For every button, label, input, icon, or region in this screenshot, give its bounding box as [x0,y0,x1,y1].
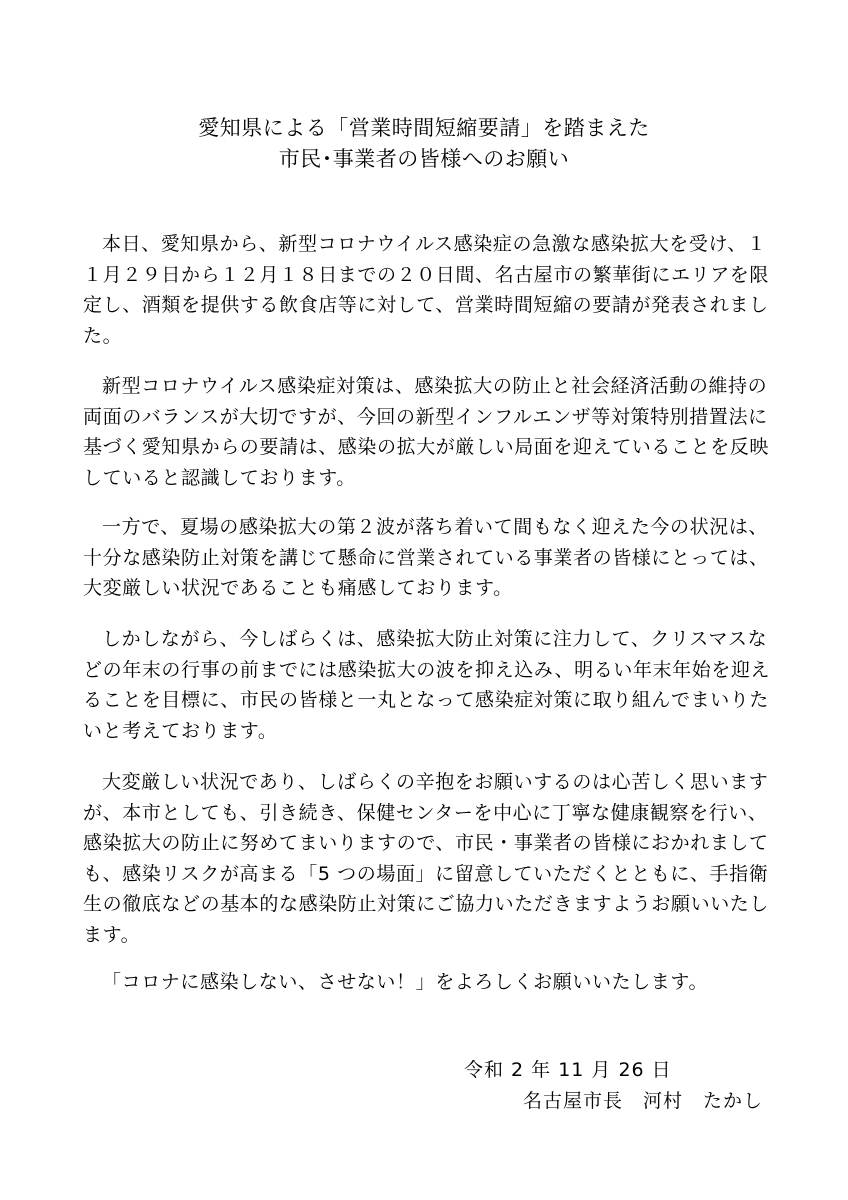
title-line-2: 市民･事業者の皆様へのお願い [278,147,570,171]
paragraph-year-end-goal: しかしながら、今しばらくは、感染拡大防止対策に注力して、クリスマスなどの年末の行事の前までには感染拡大の波を抑え込み、明るい年末年始を迎えることを目標に、市民の皆様と一丸となって感染症対策に取り組んでまいりたいと考えております。 [83,628,771,742]
paragraph-measures-balance: 新型コロナウイルス感染症対策は、感染拡大の防止と社会経済活動の維持の両面のバランスが大切ですが、今回の新型インフルエンザ等対策特別措置法に基づく愛知県からの要請は、感染の拡大が厳しい局面を迎えていることを反映していると認識しております。 [83,375,770,489]
title-line-1: 愛知県による「営業時間短縮要請」を踏まえた [198,116,650,140]
paragraph-request-cooperation: 大変厳しい状況であり、しばらくの辛抱をお願いするのは心苦しく思いますが、本市としても、引き続き、保健センターを中心に丁寧な健康観察を行い、感染拡大の防止に努めてまいりますので、市民・事業者の皆様におかれましても、感染リスクが高まる「5 つの場面」に留意していただくとともに、手指衛生の徹底などの基本的な感染防止対策にご協力いただきますようお願いいたします。 [83,771,770,946]
paragraph-announcement: 本日、愛知県から、新型コロナウイルス感染症の急激な感染拡大を受け、１１月２９日から１２月１８日までの２０日間、名古屋市の繁華街にエリアを限定し、酒類を提供する飲食店等に対して、営業時間短縮の要請が発表されました。 [83,233,770,347]
mayor-signature: 名古屋市長 河村 たかし [523,1090,764,1112]
paragraph-slogan: 「コロナに感染しない、させない！」をよろしくお願いいたします。 [102,971,709,993]
paragraph-business-situation: 一方で、夏場の感染拡大の第２波が落ち着いて間もなく迎えた今の状況は、十分な感染防止対策を講じて懸命に営業されている事業者の皆様にとっては、大変厳しい状況であることも痛感しております。 [83,516,769,599]
issue-date: 令和 2 年 11 月 26 日 [464,1059,672,1081]
